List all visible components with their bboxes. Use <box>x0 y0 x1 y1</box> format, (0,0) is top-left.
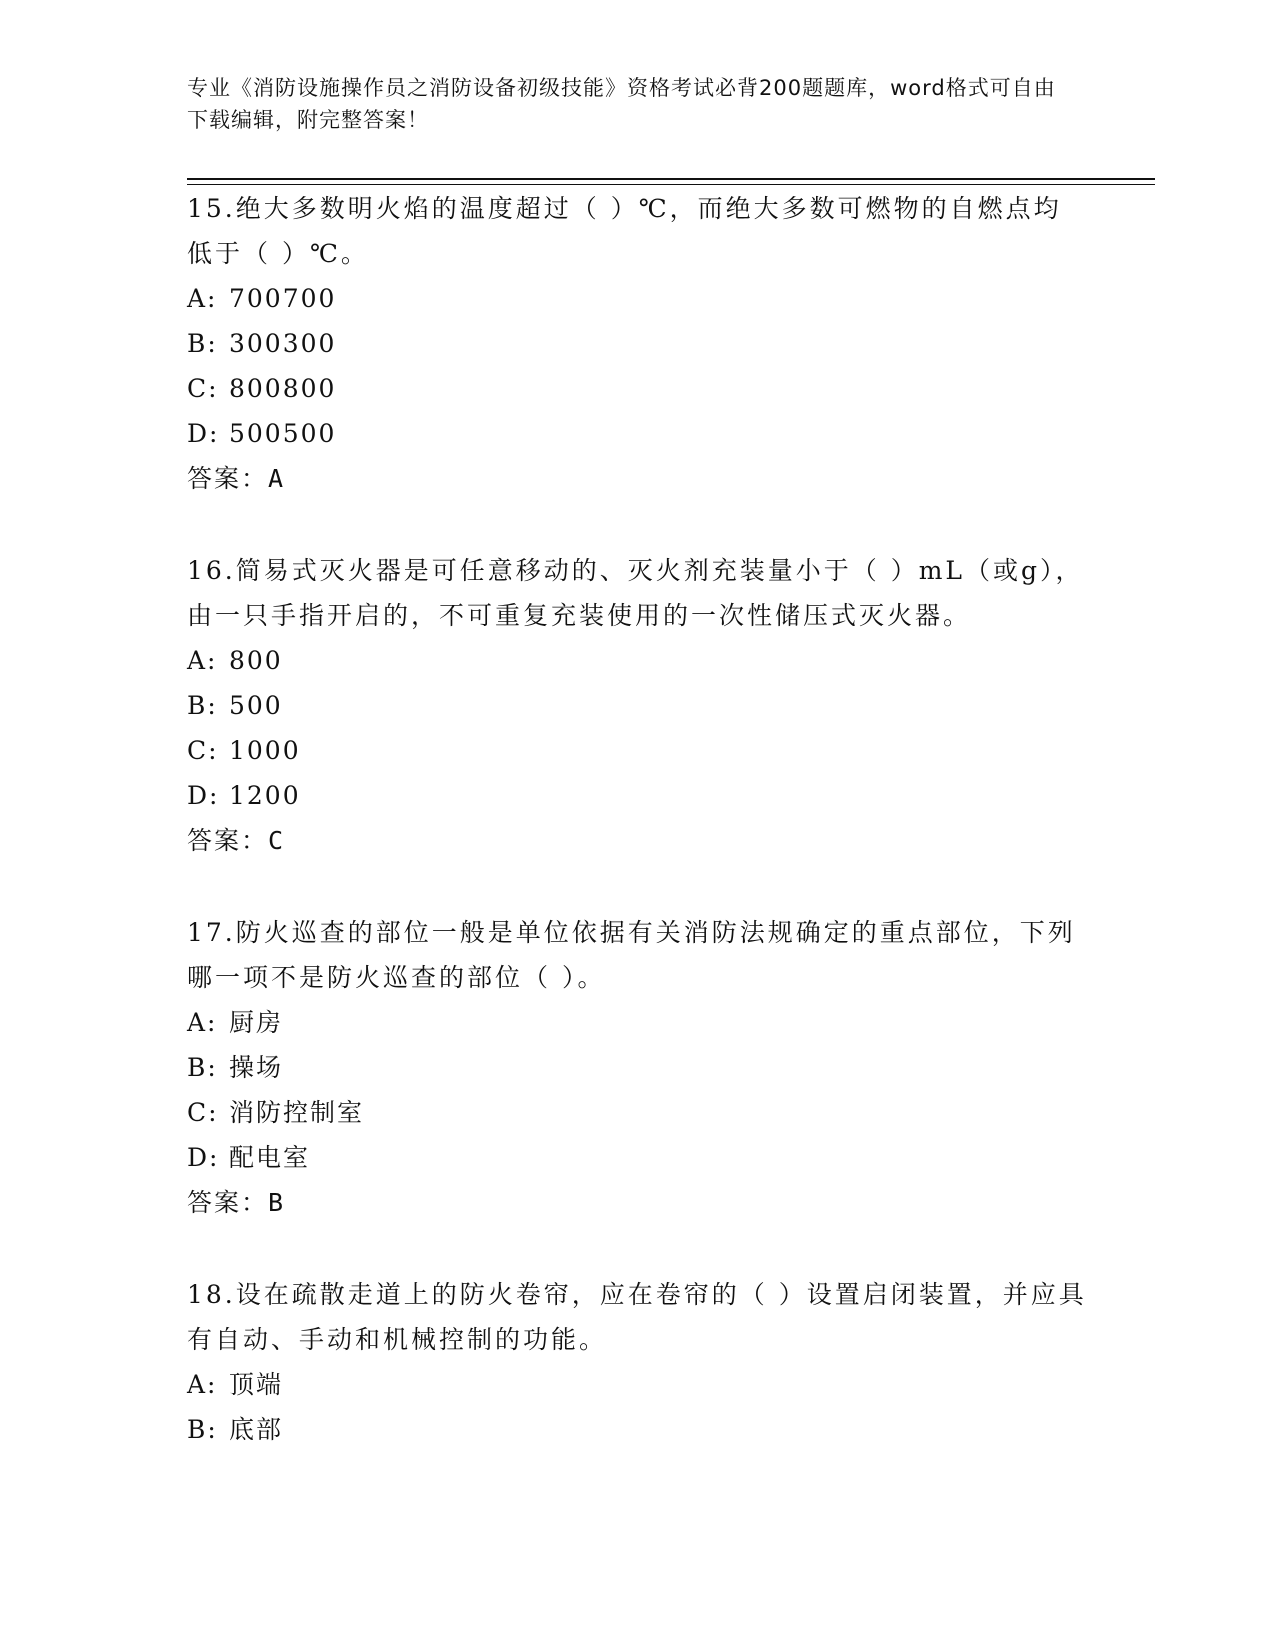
option-b <box>187 683 1087 728</box>
option-a <box>187 1000 1087 1045</box>
option-a <box>187 1362 1087 1407</box>
option-a <box>187 276 1087 321</box>
header-divider-thick <box>187 178 1155 180</box>
answer-value: C <box>268 826 286 855</box>
document-title: 专业《消防设施操作员之消防设备初级技能》资格考试必背200题题库，word格式可自由下载编辑，附完整答案！ <box>187 76 1056 132</box>
option-text: 配电室 <box>229 1143 311 1172</box>
document-header <box>187 72 1067 136</box>
answer-label: 答案： <box>187 826 269 855</box>
option-c <box>187 728 1087 773</box>
answer-line <box>187 1180 1087 1225</box>
option-text: 1200 <box>229 781 301 810</box>
answer-line <box>187 818 1087 863</box>
option-text: 厨房 <box>229 1008 284 1037</box>
option-key: B: <box>187 691 218 720</box>
option-text: 操场 <box>229 1053 284 1082</box>
option-text: 1000 <box>229 736 301 765</box>
option-key: B: <box>187 1053 218 1082</box>
option-key: A: <box>187 1370 218 1399</box>
answer-value: B <box>268 1188 286 1217</box>
option-c <box>187 1090 1087 1135</box>
option-text: 底部 <box>229 1415 284 1444</box>
option-key: C: <box>187 1098 219 1127</box>
question-15 <box>187 186 1087 501</box>
question-stem: 16.简易式灭火器是可任意移动的、灭火剂充装量小于（ ）mL（或g），由一只手指开启的，不可重复充装使用的一次性储压式灭火器。 <box>187 556 1084 630</box>
question-stem: 17.防火巡查的部位一般是单位依据有关消防法规确定的重点部位，下列哪一项不是防火巡查的部位（ ）。 <box>187 918 1076 992</box>
question-17 <box>187 910 1087 1225</box>
option-text: 500500 <box>229 419 337 448</box>
question-18 <box>187 1272 1087 1452</box>
question-stem: 15.绝大多数明火焰的温度超过（ ）℃，而绝大多数可燃物的自燃点均低于（ ）℃。 <box>187 194 1062 268</box>
option-key: A: <box>187 1008 218 1037</box>
option-key: A: <box>187 646 218 675</box>
option-d <box>187 1135 1087 1180</box>
answer-label: 答案： <box>187 1188 269 1217</box>
option-text: 300300 <box>229 329 337 358</box>
option-key: C: <box>187 374 219 403</box>
option-c <box>187 366 1087 411</box>
option-text: 800 <box>229 646 283 675</box>
answer-value: A <box>268 464 286 493</box>
option-b <box>187 1407 1087 1452</box>
answer-line <box>187 456 1087 501</box>
option-d <box>187 411 1087 456</box>
option-key: B: <box>187 1415 218 1444</box>
option-key: D: <box>187 419 220 448</box>
option-text: 500 <box>229 691 283 720</box>
option-key: B: <box>187 329 218 358</box>
option-text: 顶端 <box>229 1370 284 1399</box>
option-text: 700700 <box>229 284 337 313</box>
option-b <box>187 321 1087 366</box>
question-stem: 18.设在疏散走道上的防火卷帘，应在卷帘的（ ）设置启闭装置，并应具有自动、手动和机械控制的功能。 <box>187 1280 1087 1354</box>
option-key: A: <box>187 284 218 313</box>
question-16 <box>187 548 1087 863</box>
option-key: D: <box>187 781 220 810</box>
option-text: 800800 <box>229 374 337 403</box>
option-d <box>187 773 1087 818</box>
answer-label: 答案： <box>187 464 269 493</box>
header-divider-thin <box>187 184 1155 185</box>
option-key: C: <box>187 736 219 765</box>
option-b <box>187 1045 1087 1090</box>
option-key: D: <box>187 1143 220 1172</box>
option-text: 消防控制室 <box>229 1098 365 1127</box>
option-a <box>187 638 1087 683</box>
